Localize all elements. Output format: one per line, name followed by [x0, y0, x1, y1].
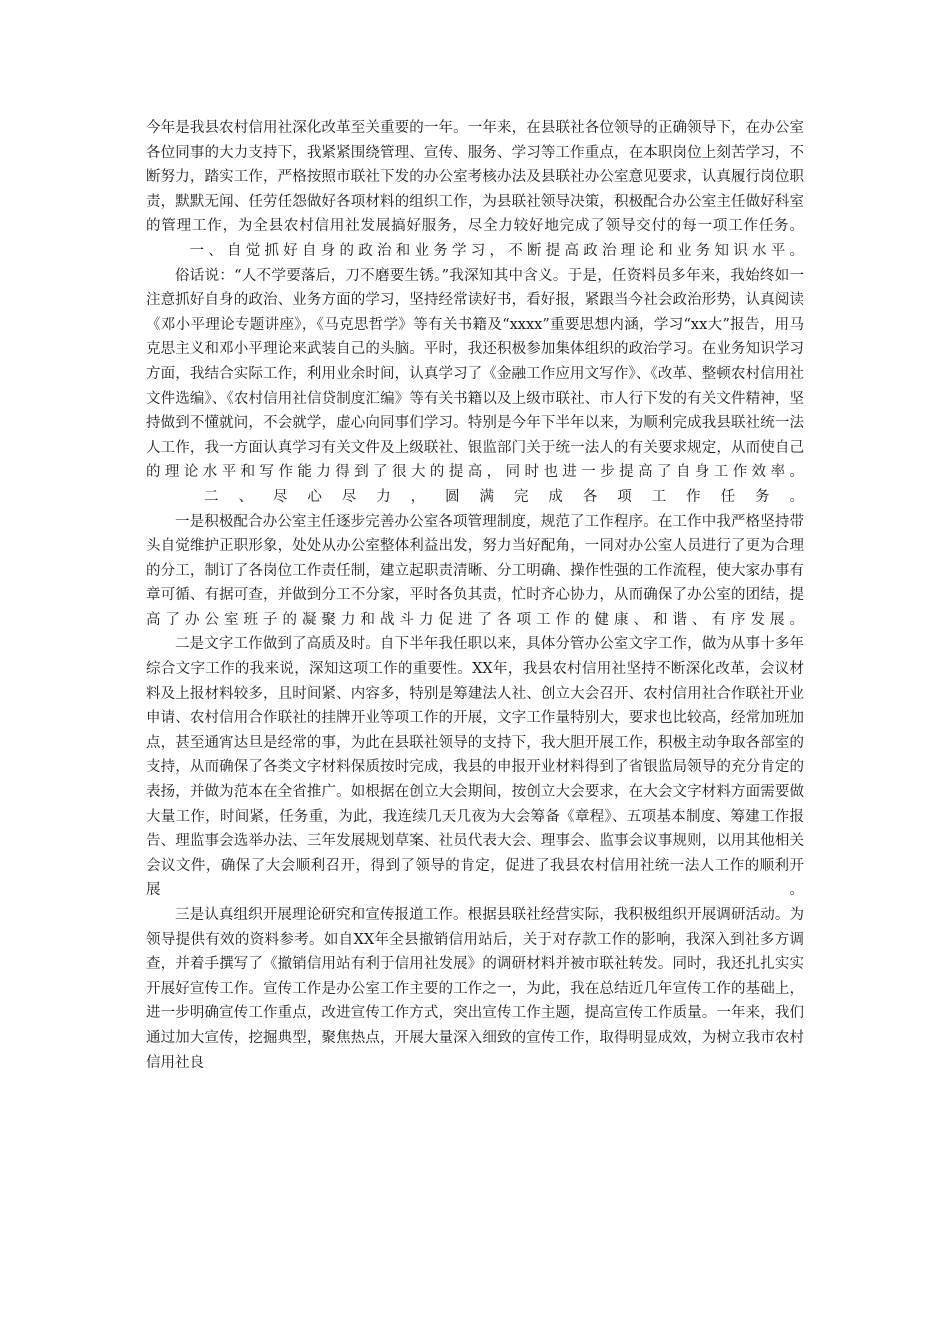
publicity-paragraph: 三是认真组织开展理论研究和宣传报道工作。根据县联社经营实际，我积极组织开展调研活动。为领导提供有效的资料参考。如自XX年全县撤销信用站后，关于对存款工作的影响，我深入到社多方调查，并着手撰写了《撤销信用站有利于信用社发展》的调研材料并被市联社转发。同时，我还扎扎实实开展好宣传工作。宣传工作是办公室工作主要的工作之一，为此，我在总结近几年宣传工作的基础上，进一步明确宣传工作重点，改进宣传工作方式，突出宣传工作主题，提高宣传工作质量。一年来，我们通过加大宣传，挖掘典型，聚焦热点，开展大量深入细致的宣传工作，取得明显成效，为树立我市农村信用社良 [146, 907, 804, 1071]
management-paragraph: 一是积极配合办公室主任逐步完善办公室各项管理制度，规范了工作程序。在工作中我严格坚持带头自觉维护正职形象，处处从办公室整体利益出发，努力当好配角，一同对办公室人员进行了更为合理的分工，制订了各岗位工作责任制，建立起职责清晰、分工明确、操作性强的工作流程，使大家办事有章可循、有据可查，并做到分工不分家，平时各负其责，忙时齐心协力，从而确保了办公室的团结，提高了办公室班子的凝聚力和战斗力促进了各项工作的健康、和谐、有序发展。 [146, 513, 804, 628]
intro-paragraph: 今年是我县农村信用社深化改革至关重要的一年。一年来，在县联社各位领导的正确领导下，在办公室各位同事的大力支持下，我紧紧围绕管理、宣传、服务、学习等工作重点，在本职岗位上刻苦学习，不断努力，踏实工作，严格按照市联社下发的办公室考核办法及县联社办公室意见要求，认真履行岗位职责，默默无闻、任劳任怨做好各项材料的组织工作，为县联社领导决策，积极配合办公室主任做好科室的管理工作，为全县农村信用社发展搞好服务，尽全力较好地完成了领导交付的每一项工作任务。 [146, 120, 804, 235]
writing-work-paragraph: 二是文字工作做到了高质及时。自下半年我任职以来，具体分管办公室文字工作，做为从事十多年综合文字工作的我来说，深知这项工作的重要性。XX年，我县农村信用社坚持不断深化改革，会议材料及上报材料较多，且时间紧、内容多，特别是筹建法人社、创立大会召开、农村信用社合作联社开业申请、农村信用合作联社的挂牌开业等项工作的开展，文字工作量特别大，要求也比较高，经常加班加点，甚至通宵达旦是经常的事，为此在县联社领导的支持下，我大胆开展工作，积极主动争取各部室的支持，从而确保了各类文字材料保质按时完成，我县的申报开业材料得到了省银监局领导的充分肯定的表扬，并做为范本在全省推广。如根据在创立大会期间，按创立大会要求，在大会文字材料方面需要做大量工作，时间紧，任务重，为此，我连续几天几夜为大会筹备《章程》、五项基本制度、筹建工作报告、理监事会选举办法、三年发展规划草案、社员代表大会、理事会、监事会议事规则，以用其他相关会议文件，确保了大会顺利召开，得到了领导的肯定，促进了我县农村信用社统一法人工作的顺利开展。 [146, 636, 804, 899]
section-heading-1: 一、自觉抓好自身的政治和业务学习，不断提高政治理论和业务知识水平。 [189, 242, 804, 259]
study-paragraph: 俗话说：“人不学要落后，刀不磨要生锈。”我深知其中含义。于是，任资料员多年来，我始终如一注意抓好自身的政治、业务方面的学习，坚持经常读好书，看好报，紧跟当今社会政治形势，认真阅读《邓小平理论专题讲座》，《马克思哲学》等有关书籍及“xxxx”重要思想内涵，学习“xx大”报告，用马克思主义和邓小平理论来武装自己的头脑。平时，我还积极参加集体组织的政治学习。在业务知识学习方面，我结合实际工作，利用业余时间，认真学习了《金融工作应用文写作》、《改革、整顿农村信用社文件选编》、《农村信用社信贷制度汇编》等有关书籍以及上级市联社、市人行下发的有关文件精神，坚持做到不懂就问，不会就学，虚心向同事们学习。特别是今年下半年以来，为顺利完成我县联社统一法人工作，我一方面认真学习有关文件及上级联社、银监部门关于统一法人的有关要求规定，从而使自己的理论水平和写作能力得到了很大的提高，同时也进一步提高了自身工作效率。 [146, 267, 804, 481]
section-heading-2: 二、尽心尽力，圆满完成各项工作任务。 [204, 488, 804, 505]
document-page [146, 116, 804, 1075]
